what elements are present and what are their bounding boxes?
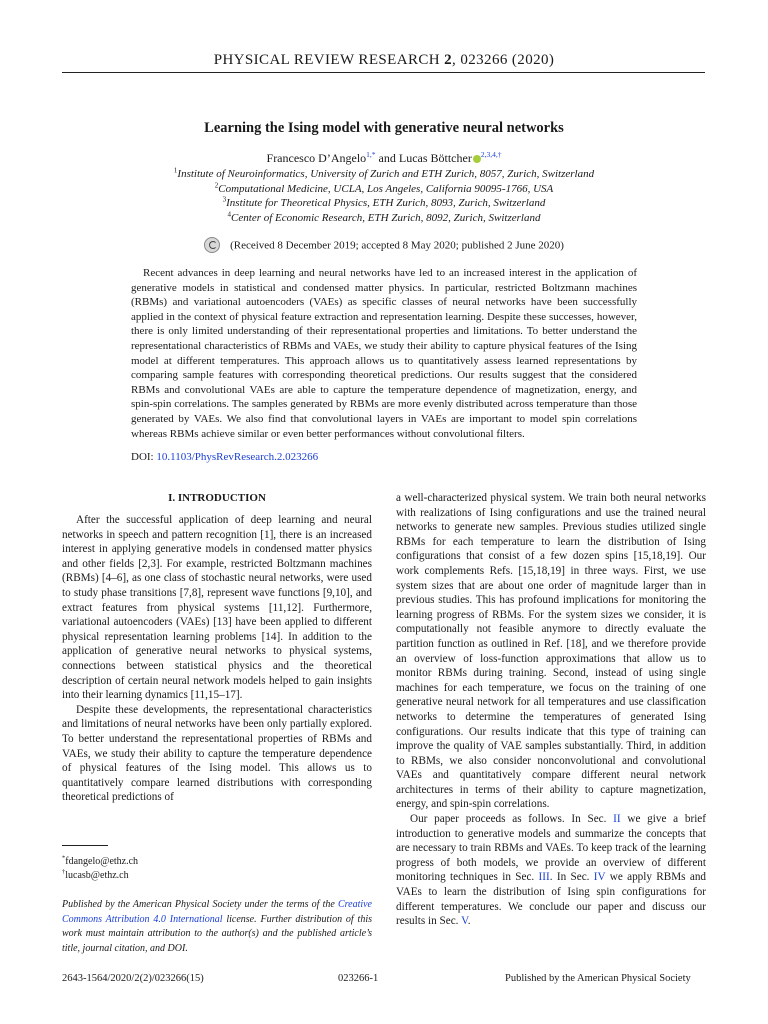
affil-text: Institute for Theoretical Physics, ETH Zurich, 8093, Zurich, Switzerland <box>226 197 546 210</box>
author-line <box>0 151 768 166</box>
right-column <box>396 491 706 929</box>
paper-title: Learning the Ising model with generative neural networks <box>204 120 564 136</box>
section-link-4[interactable]: IV <box>593 871 606 884</box>
journal-name: PHYSICAL REVIEW RESEARCH <box>213 52 440 68</box>
license-text: license. Further distribution of this work must maintain attribution to the author(s) and the published article’s title, journal citation, and DOI. <box>62 913 372 954</box>
paragraph-text: . In Sec. <box>549 871 594 884</box>
footnote-2 <box>62 869 372 883</box>
author-1-affil-marks[interactable]: 1,* <box>366 150 376 159</box>
affil-number: 1 <box>173 166 178 175</box>
check-for-updates-icon[interactable] <box>204 237 220 253</box>
doi-label: DOI: <box>131 451 157 463</box>
paragraph-text: we give a brief introduction to generative models and summarize the concepts that are necessary to train RBMs and VAEs. To keep track of the learning progress of both models, we provide an overview of different monitoring techniques in Sec. <box>396 813 706 884</box>
journal-header <box>0 52 768 69</box>
footnote-email[interactable]: lucasb@ethz.ch <box>65 870 129 881</box>
footnote-rule <box>62 845 108 846</box>
section-heading-introduction: I. INTRODUCTION <box>168 492 266 504</box>
footer-page-number: 023266-1 <box>338 973 379 984</box>
affil-number: 3 <box>222 195 227 204</box>
section-link-5[interactable]: V <box>461 915 468 928</box>
author-conjunction: and <box>375 151 399 165</box>
affiliation-3 <box>0 196 768 211</box>
received-dates: (Received 8 December 2019; accepted 8 May 2020; published 2 June 2020) <box>230 239 564 252</box>
paragraph-text: . <box>467 915 471 928</box>
paragraph-text: we apply RBMs and VAEs to learn the distribution of Ising spin configurations for different temperatures. We conclude our paper and discuss our results in Sec. <box>396 871 707 928</box>
affil-number: 4 <box>227 210 232 219</box>
footnote-mark: † <box>62 868 66 876</box>
footer-publisher: Published by the American Physical Society <box>505 973 691 984</box>
publication-dates <box>0 238 768 254</box>
intro-paragraph-1: After the successful application of deep learning and neural networks in speech and pattern recognition [1], there is an increased interest in applying generative models in condensed matter physics and other fields [2,3]. For example, restricted Boltzmann machines (RBMs) [4–6], as one class of stochastic neural networks, were used to study phase transitions [7,8], represent wave functions [9,10], and extract features from physical systems [11,12]. Furthermore, variational autoencoders (VAEs) [13] have been applied to different physical representation learning problems [14]. In addition to the application of generative neural networks to physical systems, connections between statistical physics and the theoretical description of certain neural network models helped to gain insights into their learning dynamics [11,15–17]. <box>62 514 372 702</box>
intro-paragraph-3: a well-characterized physical system. We train both neural networks with realizations of Ising configurations and use the trained neural networks to generate new samples. Previous studies utilized single RBMs for each temperature to learn the distribution of Ising configurations that consist of a few dozen spins [15,18,19]. Our work complements Refs. [15,18,19] in three ways. First, we use system sizes that are about one order of magnitude larger than in previous studies. This has profound implications for monitoring the learning progress of RBMs. For the system sizes we consider, it is computationally not feasible anymore to directly evaluate the partition function as outlined in Ref. [18], and we therefore provide an overview of loss-function approximations that allow us to monitor RBMs during training. Second, instead of using single machines for each temperature, we focus on the training of one generative neural network for all temperatures and use classification networks to determine the temperatures of generated Ising configurations. Our results indicate that this type of training can improve the quality of VAE samples substantially. Third, in addition to RBMs, we also consider nonconvolutional and convolutional VAEs and quantitatively compare different neural network architectures in terms of their ability to capture magnetization, energy, and spin-spin correlations. <box>396 492 706 811</box>
affil-text: Computational Medicine, UCLA, Los Angeles, California 90095-1766, USA <box>218 182 554 195</box>
section-link-2[interactable]: II <box>613 813 621 826</box>
affiliation-4 <box>0 211 768 226</box>
affiliation-2 <box>0 182 768 197</box>
footnote-1 <box>62 855 372 869</box>
intro-paragraph-2: Despite these developments, the representational characteristics and limitations of neural networks have been only partially explored. To better understand the representational properties of RBMs and VAEs, we study their ability to capture the temperature dependence of physical features of the Ising model. This allows us to quantitatively compare learned distributions with corresponding theoretical predictions of <box>62 703 372 804</box>
affil-text: Center of Economic Research, ETH Zurich, 8092, Zurich, Switzerland <box>231 211 541 224</box>
affil-number: 2 <box>214 180 219 189</box>
journal-volume: 2 <box>444 52 453 68</box>
left-column <box>62 513 372 805</box>
intro-paragraph-4 <box>396 812 706 929</box>
orcid-icon[interactable] <box>473 155 481 163</box>
journal-citation: , 023266 (2020) <box>452 52 555 68</box>
affil-text: Institute of Neuroinformatics, University of Zurich and ETH Zurich, 8057, Zurich, Switzerland <box>177 168 595 180</box>
footer-issn: 2643-1564/2020/2(2)/023266(15) <box>62 973 204 984</box>
affiliation-1 <box>0 167 768 182</box>
doi-line <box>131 451 318 463</box>
section-link-3[interactable]: III <box>538 871 550 884</box>
footnotes <box>62 855 372 883</box>
affiliations <box>0 167 768 225</box>
header-rule <box>62 72 705 73</box>
author-2-affil-marks[interactable]: 2,3,4,† <box>480 150 502 159</box>
footnote-mark: * <box>62 854 66 862</box>
abstract-text: Recent advances in deep learning and neural networks have led to an increased interest in the application of generative models in statistical and condensed matter physics. In particular, restricted Boltzmann machines (RBMs) and variational autoencoders (VAEs) as specific classes of neural networks have been successfully applied in the context of physical feature extraction and representation learning. Despite these successes, however, there is only limited understanding of their representational properties and limitations. To better understand the representational characteristics of RBMs and VAEs, we study their ability to capture physical features of the Ising model at different temperatures. This approach allows us to quantitatively assess learned representations by comparing sample features with corresponding theoretical predictions. Our results suggest that the considered RBMs and convolutional VAEs are able to capture the temperature dependence of magnetization, energy, and spin-spin correlations. The samples generated by RBMs are more evenly distributed across temperature than those generated by VAEs. We also find that convolutional layers in VAEs are important to model spin correlations whereas RBMs achieve similar or even better performances without convolutional filters. <box>131 267 637 440</box>
license-text: Published by the American Physical Society under the terms of the <box>62 899 338 910</box>
footnote-email[interactable]: fdangelo@ethz.ch <box>65 856 139 867</box>
abstract <box>131 266 637 441</box>
author-1[interactable]: Francesco D’Angelo <box>266 151 367 165</box>
doi-link[interactable]: 10.1103/PhysRevResearch.2.023266 <box>156 451 319 463</box>
license-notice <box>62 898 372 956</box>
license-link[interactable]: Creative Commons Attribution 4.0 International <box>62 899 372 925</box>
paragraph-text: Our paper proceeds as follows. In Sec. <box>410 813 614 826</box>
author-2[interactable]: Lucas Böttcher <box>398 151 472 165</box>
